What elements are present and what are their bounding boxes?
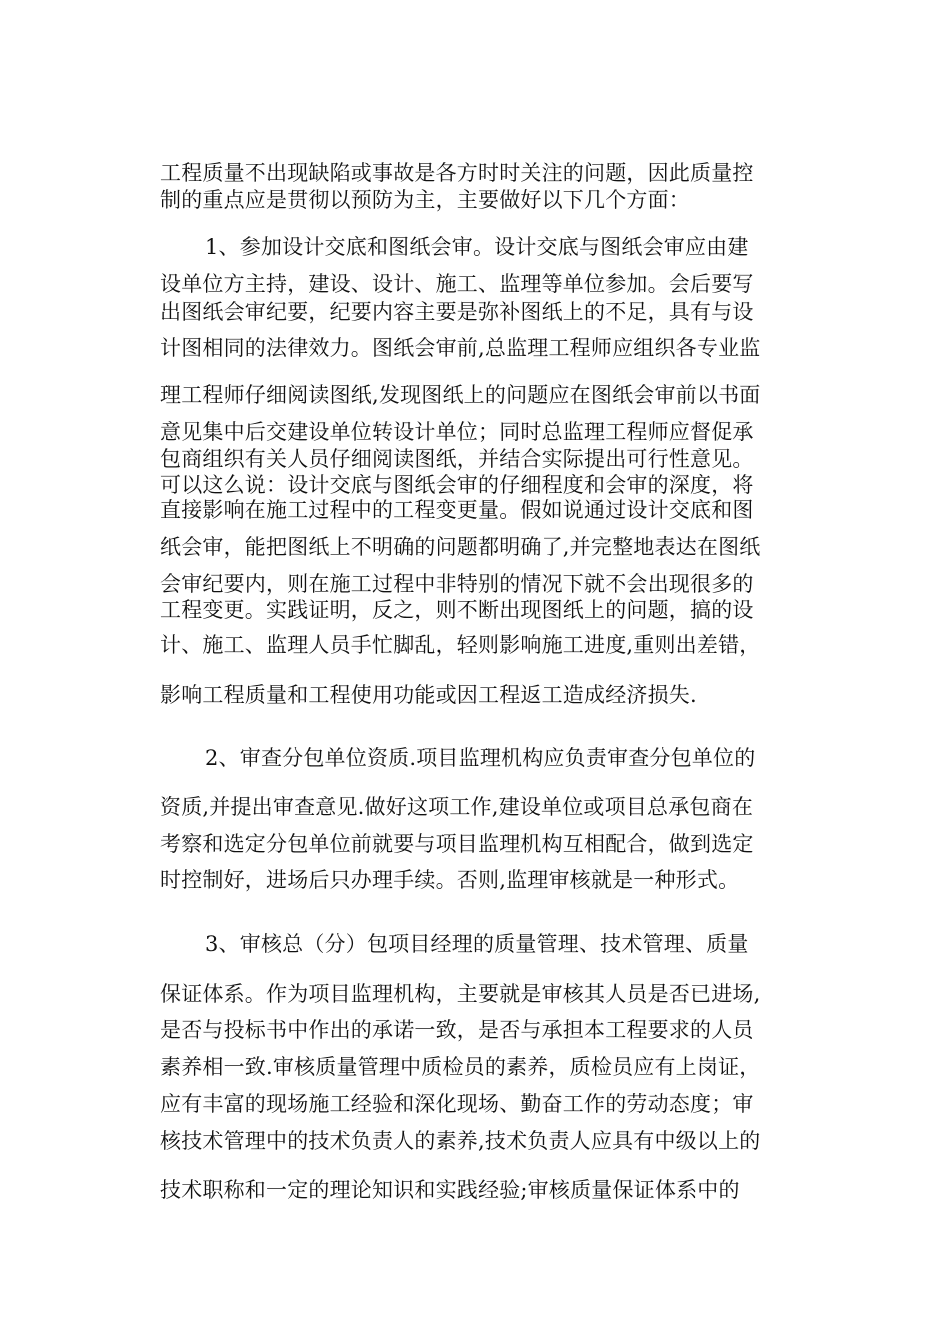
paragraph-2-line-7: 包商组织有关人员仔细阅读图纸，并结合实际提出可行性意见。 xyxy=(160,447,754,471)
paragraph-2-line-3: 出图纸会审纪要，纪要内容主要是弥补图纸上的不足，具有与设 xyxy=(160,300,754,324)
paragraph-4-line-4: 素养相一致.审核质量管理中质检员的素养，质检员应有上岗证， xyxy=(160,1055,761,1079)
paragraph-2-line-6: 意见集中后交建设单位转设计单位；同时总监理工程师应督促承 xyxy=(160,420,754,444)
paragraph-2-line-5: 理工程师仔细阅读图纸,发现图纸上的问题应在图纸会审前以书面 xyxy=(160,383,761,407)
paragraph-4-line-6: 核技术管理中的技术负责人的素养,技术负责人应具有中级以上的 xyxy=(160,1129,761,1153)
paragraph-2-line-12: 工程变更。实践证明，反之，则不断出现图纸上的问题，搞的设 xyxy=(160,598,754,622)
paragraph-2-line-11: 会审纪要内，则在施工过程中非特别的情况下就不会出现很多的 xyxy=(160,572,754,596)
paragraph-2-line-4: 计图相同的法律效力。图纸会审前,总监理工程师应组织各专业监 xyxy=(160,336,761,360)
paragraph-1-line-1: 工程质量不出现缺陷或事故是各方时时关注的问题，因此质量控 xyxy=(160,161,754,185)
paragraph-3-line-3: 考察和选定分包单位前就要与项目监理机构互相配合，做到选定 xyxy=(160,832,754,856)
paragraph-4-line-5: 应有丰富的现场施工经验和深化现场、勤奋工作的劳动态度；审 xyxy=(160,1092,754,1116)
paragraph-2-line-13: 计、施工、监理人员手忙脚乱，轻则影响施工进度,重则出差错， xyxy=(160,633,761,657)
paragraph-4-line-7: 技术职称和一定的理论知识和实践经验;审核质量保证体系中的 xyxy=(160,1178,740,1202)
paragraph-4-line-2: 保证体系。作为项目监理机构，主要就是审核其人员是否已进场, xyxy=(160,982,761,1006)
paragraph-1-line-2: 制的重点应是贯彻以预防为主，主要做好以下几个方面： xyxy=(160,188,690,212)
paragraph-2-line-2: 设单位方主持，建设、设计、施工、监理等单位参加。会后要写 xyxy=(160,272,754,296)
paragraph-2-line-8: 可以这么说：设计交底与图纸会审的仔细程度和会审的深度，将 xyxy=(160,473,754,497)
paragraph-3-line-2: 资质,并提出审查意见.做好这项工作,建设单位或项目总承包商在 xyxy=(160,795,754,819)
paragraph-2-line-14: 影响工程质量和工程使用功能或因工程返工造成经济损失. xyxy=(160,683,697,707)
paragraph-2-line-9: 直接影响在施工过程中的工程变更量。假如说通过设计交底和图 xyxy=(160,498,754,522)
paragraph-3-line-1: 2、审查分包单位资质.项目监理机构应负责审查分包单位的 xyxy=(205,746,756,770)
paragraph-3-line-4: 时控制好，进场后只办理手续。否则,监理审核就是一种形式。 xyxy=(160,868,740,892)
paragraph-4-line-3: 是否与投标书中作出的承诺一致，是否与承担本工程要求的人员 xyxy=(160,1018,754,1042)
paragraph-2-line-1: 1、参加设计交底和图纸会审。设计交底与图纸会审应由建 xyxy=(205,235,749,259)
paragraph-4-line-1: 3、审核总（分）包项目经理的质量管理、技术管理、质量 xyxy=(205,932,749,956)
paragraph-2-line-10: 纸会审，能把图纸上不明确的问题都明确了,并完整地表达在图纸 xyxy=(160,535,761,559)
